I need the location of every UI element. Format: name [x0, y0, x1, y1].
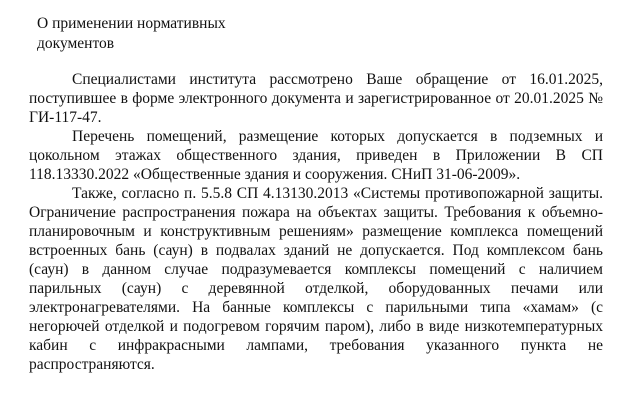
paragraph-premises-list: Перечень помещений, размещение которых допускается в подземных и цокольном этажах общественного здания, приведен в Приложении В СП 118.13330.2022 «Общественные здания и сооружения. СНиП 31-06-2009».	[29, 128, 603, 183]
paragraph-sauna-requirements: Также, согласно п. 5.5.8 СП 4.13130.2013 «Системы противопожарной защиты. Ограничение распространения пожара на объектах защиты. Требования к объемно-планировочным и конструктивным решениям» размещение комплекса помещений встроенных бань (саун) в подвалах зданий не допускается. Под комплексом бань (саун) в данном случае подразумевается комплексы помещений с наличием парильных (саун) с деревянной отделкой, оборудованных печами или электронагревателями. На банные комплексы с парильными типа «хамам» (с негорючей отделкой и подогревом горячим паром), либо в виде низкотемпературных кабин с инфракрасными лампами, требования указанного пункта не распространяются.	[29, 185, 603, 373]
paragraph-appeal-received: Специалистами института рассмотрено Ваше обращение от 16.01.2025, поступившее в форме электронного документа и зарегистрированное от 20.01.2025 № ГИ-117-47.	[29, 71, 603, 126]
subject-line-1: О применении нормативных	[37, 15, 226, 32]
letter-body	[29, 70, 603, 374]
subject-line-2: документов	[37, 35, 115, 52]
letter-subject	[37, 14, 277, 54]
